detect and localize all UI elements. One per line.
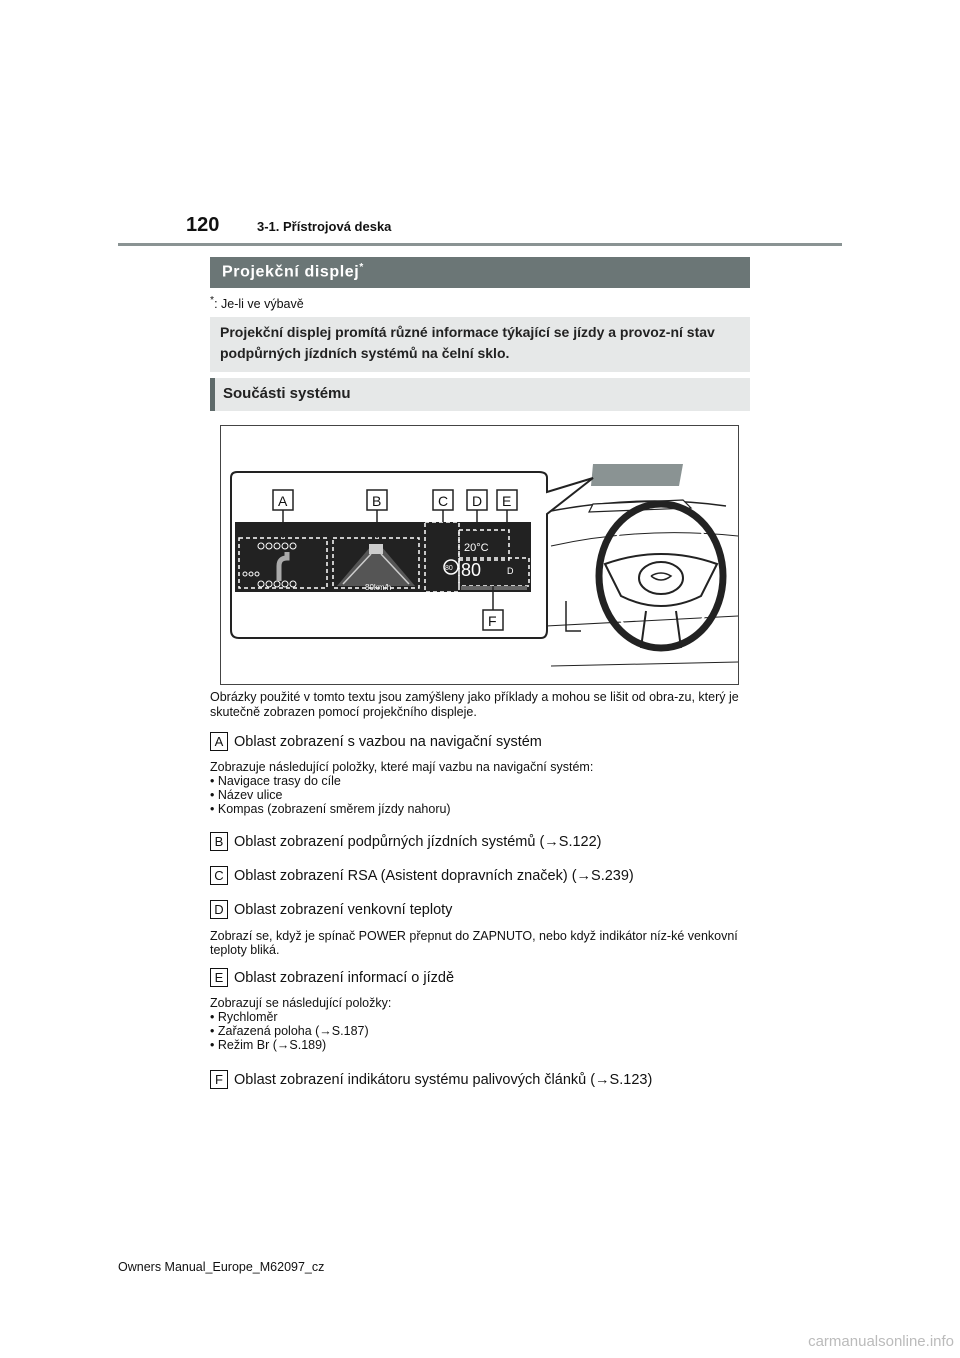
list-item: • Zařazená poloha (→S.187) (210, 1024, 755, 1038)
item-f-heading: F Oblast zobrazení indikátoru systému palivových článků (→S.123) (210, 1070, 652, 1089)
figure-caption: Obrázky použité v tomto textu jsou zamýšleny jako příklady a mohou se lišit od obra-zu, který je skutečně zobrazen pomocí projekčního displeje. (210, 690, 739, 719)
temperature-label: 20°C (464, 542, 489, 554)
page-title: Projekční displej* (222, 262, 364, 281)
speed-label-b: 80km/h (365, 583, 392, 592)
label-c: C (210, 866, 228, 885)
label-f: F (210, 1070, 228, 1089)
list-item: • Kompas (zobrazení směrem jízdy nahoru) (210, 802, 755, 816)
label-a: A (210, 732, 228, 751)
intro-text: Projekční displej promítá různé informace týkající se jízdy a provoz-ní stav podpůrných jízdních systémů na čelní sklo. (220, 324, 715, 361)
svg-text:C: C (438, 493, 449, 509)
svg-text:B: B (372, 493, 382, 509)
subsection-bar (210, 378, 750, 411)
label-b: B (210, 832, 228, 851)
page-number: 120 (186, 214, 220, 236)
svg-text:A: A (278, 493, 288, 509)
svg-text:E: E (502, 493, 512, 509)
watermark: carmanualsonline.info (808, 1333, 954, 1350)
chapter-title: 3-1. Přístrojová deska (257, 219, 392, 234)
list-item: • Název ulice (210, 788, 755, 802)
speed-value: 80 (461, 560, 482, 580)
svg-text:F: F (488, 613, 497, 629)
footer-text: Owners Manual_Europe_M62097_cz (118, 1260, 325, 1274)
steering-wheel-icon (599, 504, 723, 648)
footnote: *: Je-li ve výbavě (210, 295, 304, 312)
item-c-heading: C Oblast zobrazení RSA (Asistent dopravních značek) (→S.239) (210, 866, 634, 885)
item-b-heading: B Oblast zobrazení podpůrných jízdních systémů (→S.122) (210, 832, 602, 851)
svg-text:D: D (472, 493, 483, 509)
list-item: • Navigace trasy do cíle (210, 774, 755, 788)
section-title-bar (210, 257, 750, 288)
intro-box (210, 317, 750, 372)
header-rule (118, 243, 842, 246)
item-a-body: Zobrazuje následující položky, které mají vazbu na navigační systém: • Navigace trasy do cíle • Název ulice • Kompas (zobrazení směrem jízdy nahoru) (210, 760, 755, 816)
gear-indicator: D (507, 566, 514, 576)
svg-text:80: 80 (445, 565, 453, 572)
label-e: E (210, 968, 228, 987)
label-d: D (210, 900, 228, 919)
list-item: • Rychloměr (210, 1010, 755, 1024)
item-e-body: Zobrazují se následující položky: • Rychloměr • Zařazená poloha (→S.187) • Režim Br (→S.189) (210, 996, 755, 1052)
windshield-projection (591, 464, 683, 486)
list-item: • Režim Br (→S.189) (210, 1038, 755, 1052)
hud-figure (220, 425, 739, 685)
item-d-heading: D Oblast zobrazení venkovní teploty (210, 900, 452, 919)
item-e-heading: E Oblast zobrazení informací o jízdě (210, 968, 454, 987)
item-d-body: Zobrazí se, když je spínač POWER přepnut do ZAPNUTO, nebo když indikátor níz-ké venkovní teploty bliká. (210, 929, 738, 957)
subsection-title: Součásti systému (223, 385, 351, 402)
item-a-heading: A Oblast zobrazení s vazbou na navigační systém (210, 732, 542, 751)
hud-illustration (221, 426, 738, 684)
